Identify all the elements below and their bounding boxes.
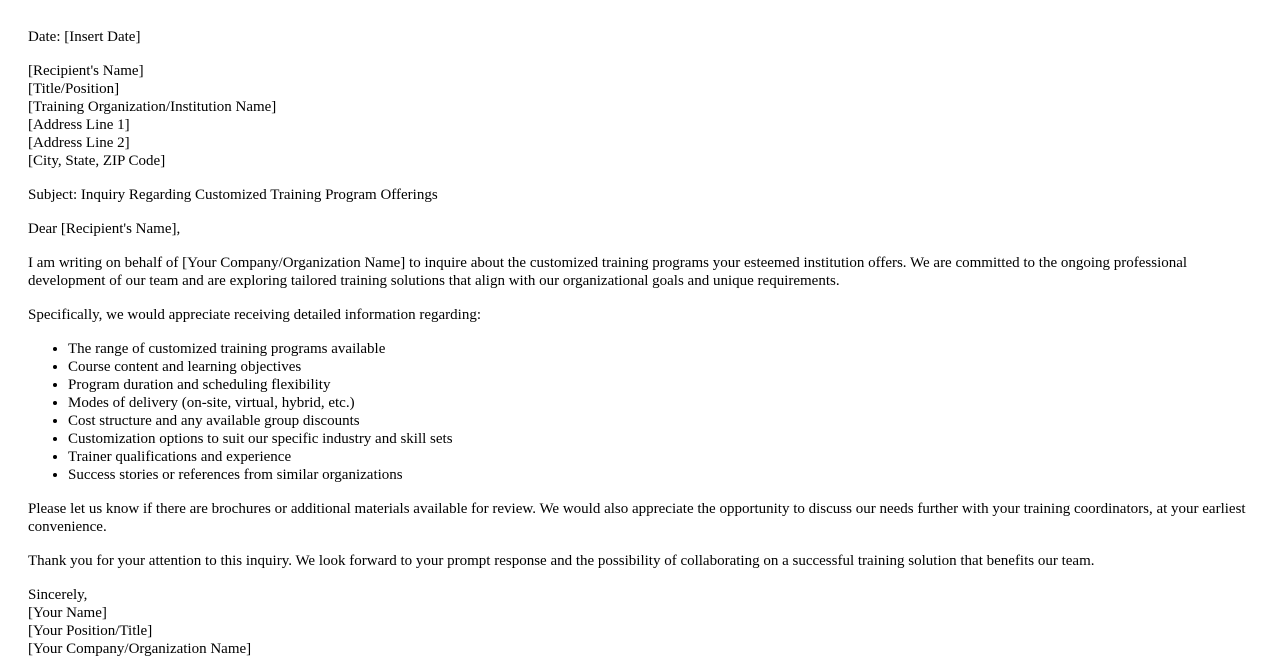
signature-block	[28, 586, 1250, 658]
recipient-organization: [Training Organization/Institution Name]	[28, 99, 277, 115]
recipient-city-state-zip: [City, State, ZIP Code]	[28, 153, 166, 169]
signature-name: [Your Name]	[28, 605, 107, 621]
list-item: • Modes of delivery (on-site, virtual, hybrid, etc.)	[68, 394, 1250, 412]
signature-company: [Your Company/Organization Name]	[28, 641, 252, 657]
letter-thanks-paragraph: Thank you for your attention to this inquiry. We look forward to your prompt response and the possibility of collaborating on a successful training solution that benefits our team.	[28, 553, 1095, 569]
recipient-name: [Recipient's Name]	[28, 63, 144, 79]
list-item: • Customization options to suit our specific industry and skill sets	[68, 430, 1250, 448]
letter-closing: Sincerely,	[28, 587, 88, 603]
list-item: • Success stories or references from similar organizations	[68, 466, 1250, 484]
information-request-list	[28, 340, 1250, 484]
list-item: • The range of customized training programs available	[68, 340, 1250, 358]
signature-position: [Your Position/Title]	[28, 623, 153, 639]
letter-date: Date: [Insert Date]	[28, 29, 141, 45]
list-item: • Program duration and scheduling flexibility	[68, 376, 1250, 394]
recipient-address-line-1: [Address Line 1]	[28, 117, 130, 133]
list-item: • Trainer qualifications and experience	[68, 448, 1250, 466]
letter-salutation: Dear [Recipient's Name],	[28, 221, 181, 237]
letter-intro-paragraph: I am writing on behalf of [Your Company/Organization Name] to inquire about the customized training programs your esteemed institution offers. We are committed to the ongoing professional development of our team and are exploring tailored training solutions that align with our organizational goals and unique requirements.	[28, 255, 1188, 289]
list-item: • Cost structure and any available group discounts	[68, 412, 1250, 430]
letter-request-paragraph: Please let us know if there are brochures or additional materials available for review. We would also appreciate the opportunity to discuss our needs further with your training coordinators, at your earliest convenience.	[28, 501, 1246, 535]
recipient-title: [Title/Position]	[28, 81, 120, 97]
letter-subject: Subject: Inquiry Regarding Customized Training Program Offerings	[28, 187, 438, 203]
list-item: • Course content and learning objectives	[68, 358, 1250, 376]
recipient-address-line-2: [Address Line 2]	[28, 135, 130, 151]
recipient-address-block	[28, 62, 1250, 170]
letter-list-intro: Specifically, we would appreciate receiving detailed information regarding:	[28, 307, 482, 323]
